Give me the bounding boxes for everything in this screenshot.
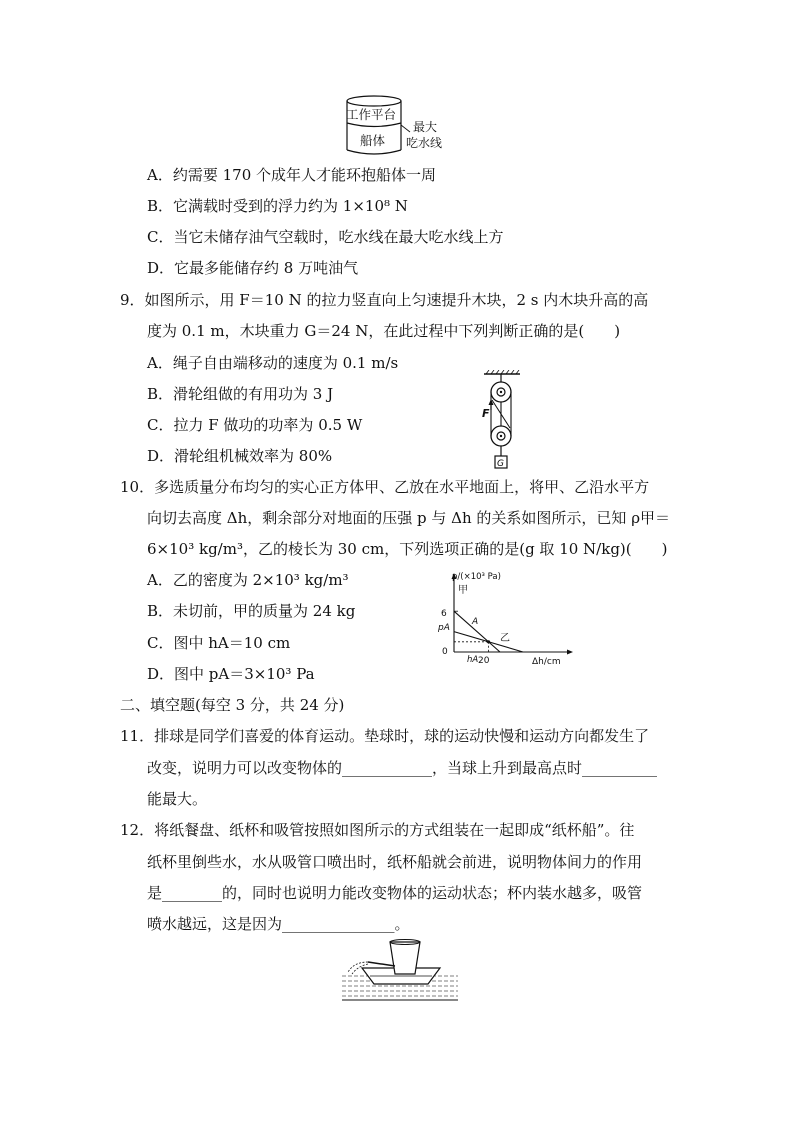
- q12-line4: 喷水越远，这是因为_______________。: [147, 915, 410, 933]
- pulley-weight-label: G: [497, 459, 504, 469]
- chart-ytick-0: 0: [442, 647, 448, 657]
- ship-platform-label: 工作平台: [346, 107, 397, 122]
- q8-option-b: B．它满载时受到的浮力约为 1×10⁸ N: [147, 197, 408, 215]
- chart-xtick-hA: hA: [467, 655, 479, 665]
- q8-option-d: D．它最多能储存约 8 万吨油气: [147, 259, 359, 277]
- chart-ytick-6: 6: [441, 609, 447, 619]
- q12-line1: 12．将纸餐盘、纸杯和吸管按照如图所示的方式组装在一起即成“纸杯船”。往: [120, 821, 635, 839]
- q8-option-a: A．约需要 170 个成年人才能环抱船体一周: [147, 166, 437, 184]
- chart-series-label-jia: 甲: [458, 585, 468, 596]
- q10-option-c: C．图中 hA＝10 cm: [147, 634, 291, 652]
- chart-x-arrow: [567, 650, 573, 655]
- q9-option-a: A．绳子自由端移动的速度为 0.1 m/s: [147, 354, 399, 372]
- q11-line3: 能最大。: [147, 790, 208, 808]
- chart-point-A: [487, 640, 490, 643]
- ship-side-label-1: 最大: [413, 120, 438, 134]
- chart-series-label-yi: 乙: [500, 633, 510, 644]
- q10-stem-line2: 向切去高度 Δh，剩余部分对地面的压强 p 与 Δh 的关系如图所示，已知 ρ甲＝: [147, 509, 671, 527]
- q11-line2: 改变，说明力可以改变物体的____________，当球上升到最高点时__________: [147, 759, 658, 777]
- chart-xtick-20: 20: [478, 656, 490, 666]
- chart-xlabel: Δh/cm: [532, 657, 561, 667]
- ship-figure: [340, 92, 460, 158]
- q9-stem-line2: 度为 0.1 m，木块重力 G＝24 N，在此过程中下列判断正确的是( ): [147, 322, 621, 340]
- pulley-force-label: F: [482, 407, 490, 420]
- ship-side-label-2: 吃水线: [406, 136, 443, 150]
- chart-ylabel: p/(×10³ Pa): [452, 572, 501, 582]
- cup-boat-figure: [340, 938, 460, 1002]
- q12-line2: 纸杯里倒些水，水从吸管口喷出时，纸杯船就会前进，说明物体间力的作用: [147, 853, 643, 871]
- section2-heading: 二、填空题(每空 3 分，共 24 分): [120, 696, 345, 714]
- pressure-chart: [430, 568, 580, 670]
- q12-line3: 是________的，同时也说明力能改变物体的运动状态；杯内装水越多，吸管: [147, 884, 643, 902]
- chart-ytick-pA: pA: [438, 623, 450, 633]
- q9-option-d: D．滑轮组机械效率为 80%: [147, 447, 333, 465]
- q11-line1: 11．排球是同学们喜爱的体育运动。垫球时，球的运动快慢和运动方向都发生了: [120, 727, 650, 745]
- q10-stem-line3: 6×10³ kg/m³，乙的棱长为 30 cm，下列选项正确的是(g 取 10 N/kg)( ): [147, 540, 668, 558]
- q10-option-a: A．乙的密度为 2×10³ kg/m³: [147, 571, 349, 589]
- ship-hull-label: 船体: [360, 133, 386, 148]
- q10-stem-line1: 10．多选质量分布均匀的实心正方体甲、乙放在水平地面上，将甲、乙沿水平方: [120, 478, 650, 496]
- q9-option-c: C．拉力 F 做功的功率为 0.5 W: [147, 416, 363, 434]
- q9-stem-line1: 9．如图所示，用 F＝10 N 的拉力竖直向上匀速提升木块，2 s 内木块升高的高: [120, 291, 649, 309]
- q10-option-d: D．图中 pA＝3×10³ Pa: [147, 665, 315, 683]
- q10-option-b: B．未切前，甲的质量为 24 kg: [147, 602, 356, 620]
- q8-option-c: C．当它未储存油气空载时，吃水线在最大吃水线上方: [147, 228, 504, 246]
- chart-point-A-label: A: [472, 617, 479, 627]
- pulley-figure: [470, 370, 540, 475]
- q9-option-b: B．滑轮组做的有用功为 3 J: [147, 385, 334, 403]
